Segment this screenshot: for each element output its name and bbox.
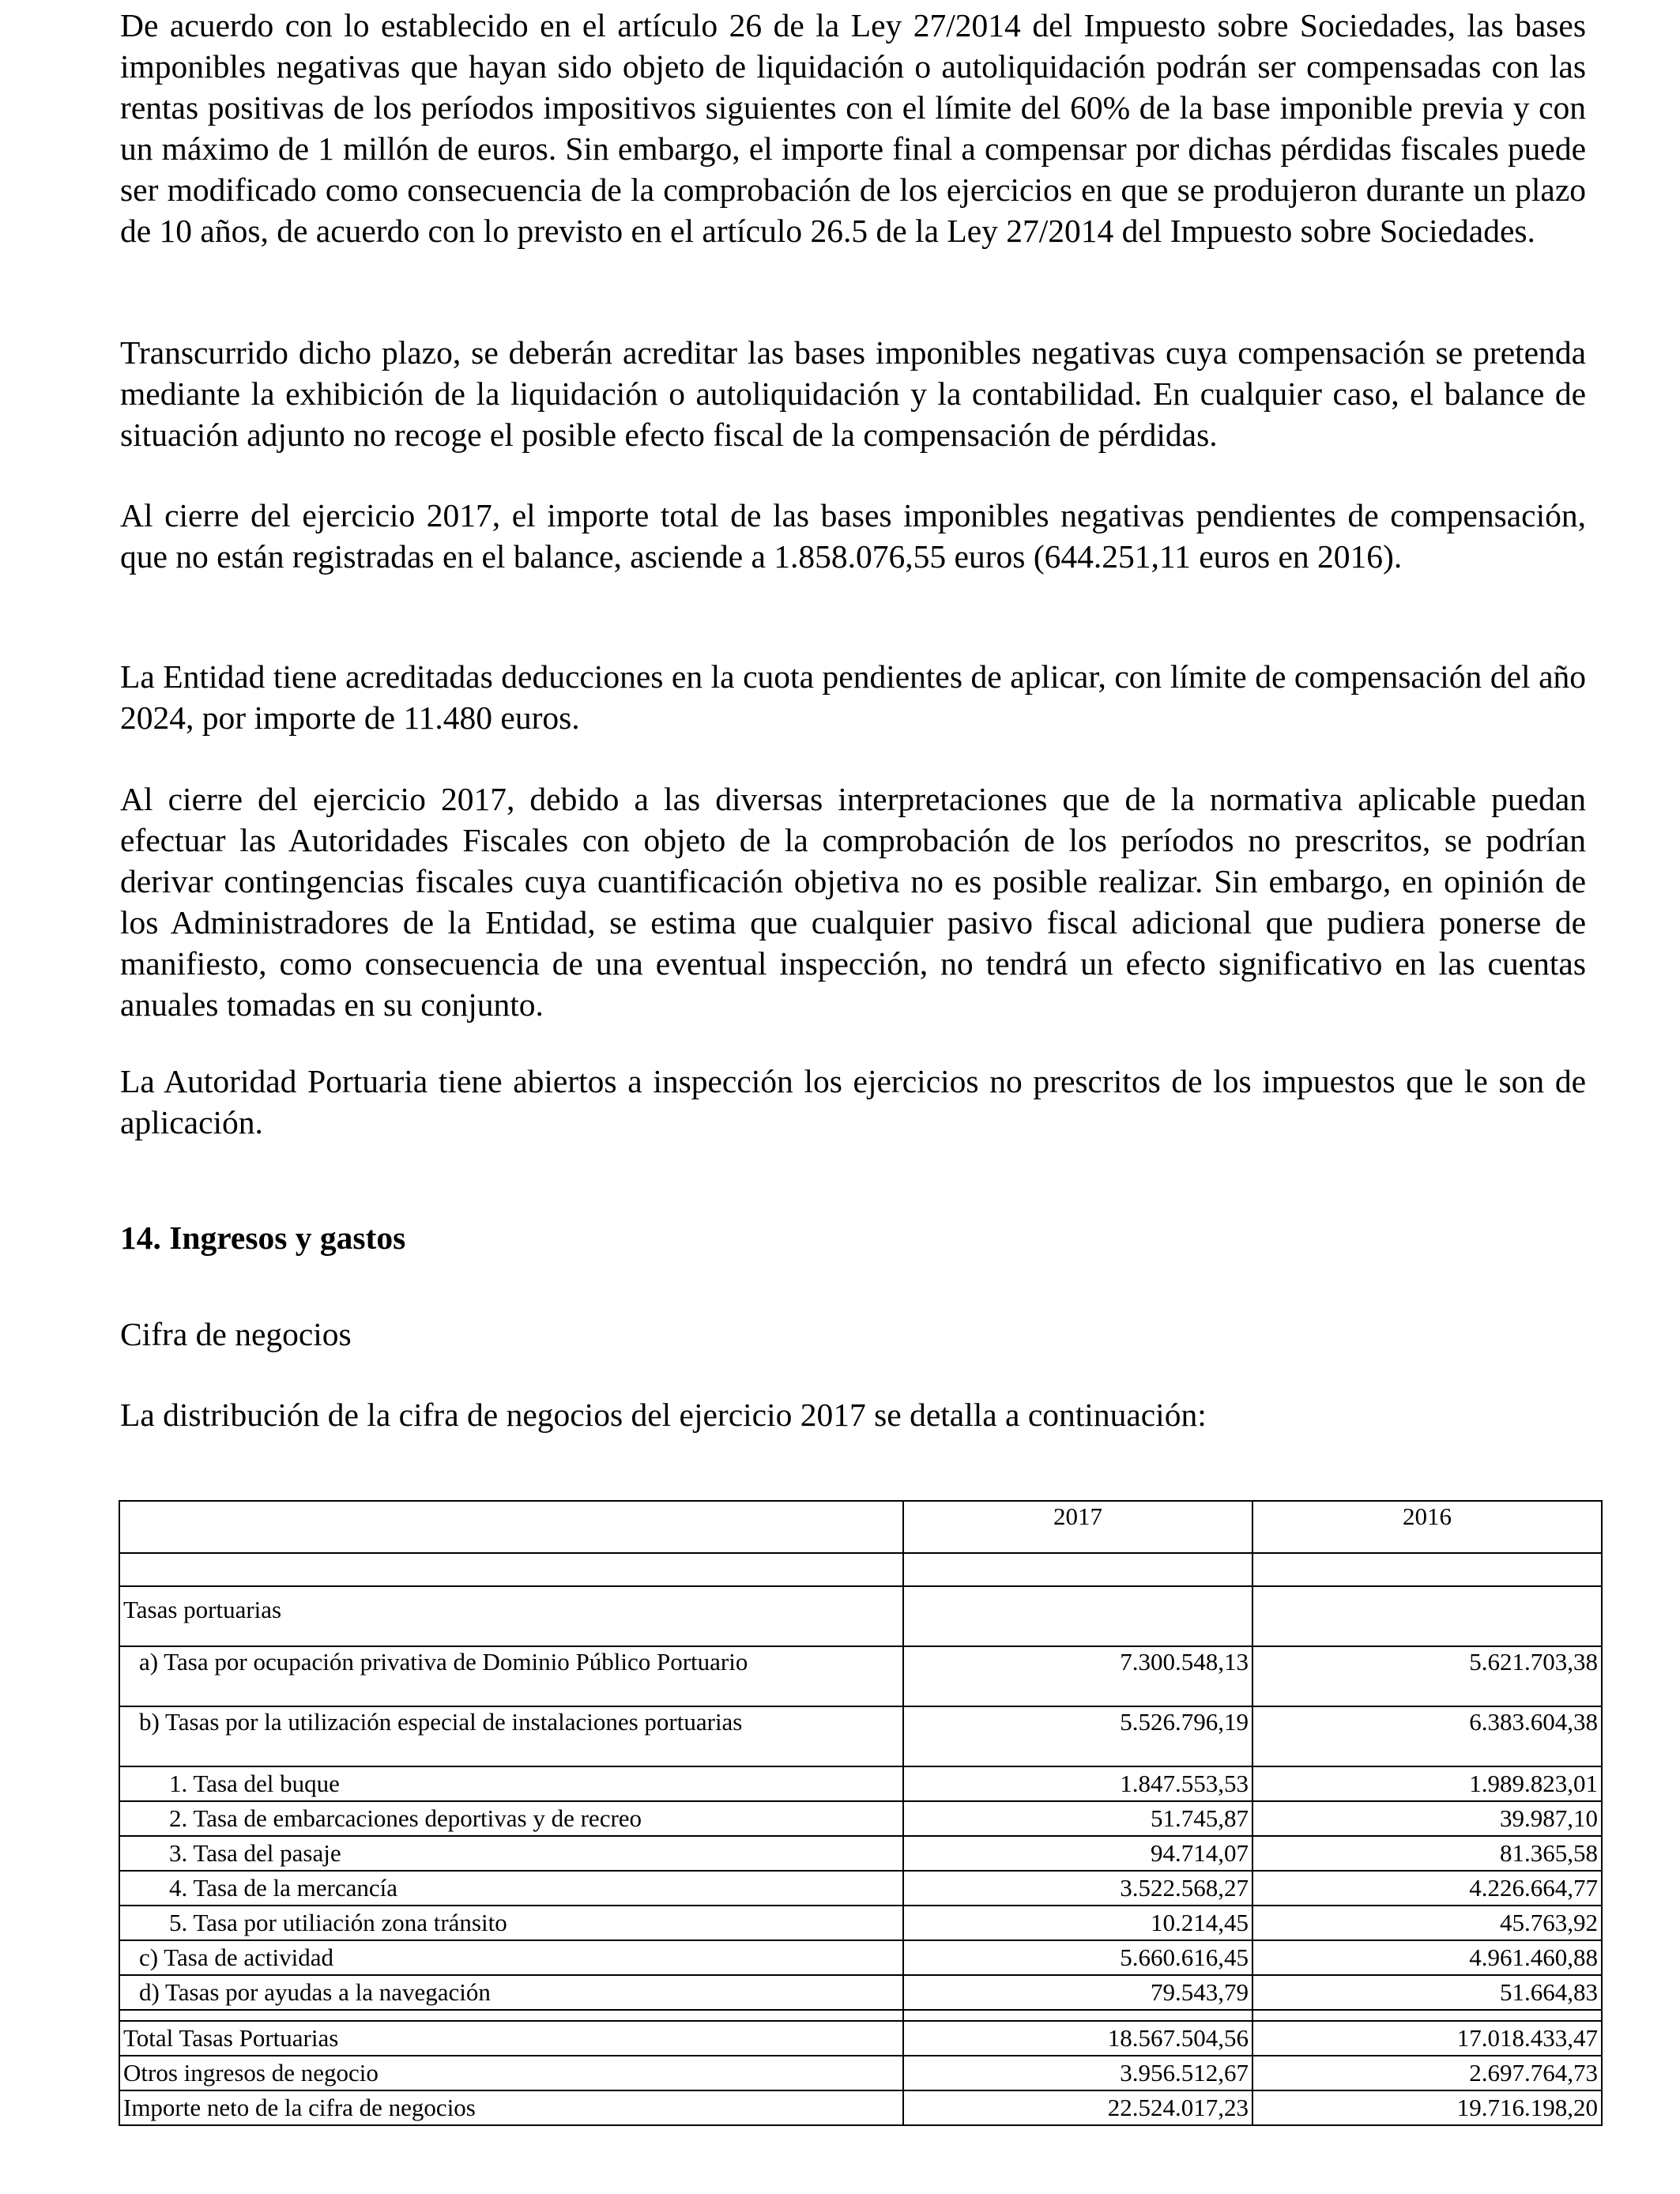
value-2017: 5.526.796,19 — [903, 1706, 1252, 1766]
table-header-row — [119, 1501, 1602, 1553]
row-label: 5. Tasa por utiliación zona tránsito — [119, 1906, 903, 1940]
paragraph-text: Transcurrido dicho plazo, se deberán acreditar las bases imponibles negativas cuya compensación se pretenda mediante la exhibición de la liquidación o autoliquidación y la contabilidad. En cualquier caso, el balance de situación adjunto no recoge el posible efecto fiscal de la compensación de pérdidas. — [120, 334, 1586, 453]
row-label: Otros ingresos de negocio — [119, 2056, 903, 2090]
value-2017: 18.567.504,56 — [903, 2021, 1252, 2056]
paragraph-text: Al cierre del ejercicio 2017, el importe total de las bases imponibles negativas pendientes de compensación, que no están registradas en el balance, asciende a 1.858.076,55 euros (644.251,11 euros en 2016). — [120, 497, 1586, 575]
header-cell-2017: 2017 — [903, 1501, 1252, 1553]
table-row-spacer — [119, 2010, 1602, 2021]
section-subheading: Cifra de negocios — [120, 1316, 352, 1352]
table-row — [119, 1871, 1602, 1906]
row-label: a) Tasa por ocupación privativa de Dominio Público Portuario — [119, 1646, 903, 1706]
row-label: Importe neto de la cifra de negocios — [119, 2090, 903, 2125]
row-label: 1. Tasa del buque — [119, 1766, 903, 1801]
paragraph-pending-bases — [120, 495, 1586, 577]
table-row — [119, 1906, 1602, 1940]
header-cell-2016: 2016 — [1252, 1501, 1602, 1553]
value-2017: 1.847.553,53 — [903, 1766, 1252, 1801]
value-2017: 5.660.616,45 — [903, 1940, 1252, 1975]
value-2016: 39.987,10 — [1252, 1801, 1602, 1836]
table-row — [119, 1940, 1602, 1975]
revenue-table — [119, 1500, 1603, 2126]
value-2016: 5.621.703,38 — [1252, 1646, 1602, 1706]
value-2017: 51.745,87 — [903, 1801, 1252, 1836]
row-label: c) Tasa de actividad — [119, 1940, 903, 1975]
row-label: 2. Tasa de embarcaciones deportivas y de recreo — [119, 1801, 903, 1836]
table-row-total — [119, 2056, 1602, 2090]
value-2017: 3.522.568,27 — [903, 1871, 1252, 1906]
table-row — [119, 1836, 1602, 1871]
row-label: 3. Tasa del pasaje — [119, 1836, 903, 1871]
section-heading: 14. Ingresos y gastos — [120, 1220, 406, 1256]
value-2016: 45.763,92 — [1252, 1906, 1602, 1940]
value-2017: 79.543,79 — [903, 1975, 1252, 2010]
value-2016: 51.664,83 — [1252, 1975, 1602, 2010]
header-cell-empty — [119, 1501, 903, 1553]
table-intro: La distribución de la cifra de negocios del ejercicio 2017 se detalla a continuación: — [120, 1397, 1207, 1433]
table-row — [119, 1975, 1602, 2010]
value-2016: 19.716.198,20 — [1252, 2090, 1602, 2125]
table-row — [119, 1646, 1602, 1706]
paragraph-text: La Autoridad Portuaria tiene abiertos a inspección los ejercicios no prescritos de los impuestos que le son de aplicación. — [120, 1063, 1586, 1140]
table-row — [119, 1801, 1602, 1836]
paragraph-loss-compensation — [120, 5, 1586, 251]
value-2017: 94.714,07 — [903, 1836, 1252, 1871]
value-2017: 7.300.548,13 — [903, 1646, 1252, 1706]
table-row-blank — [119, 1553, 1602, 1586]
value-2017: 3.956.512,67 — [903, 2056, 1252, 2090]
paragraph-deductions — [120, 656, 1586, 738]
row-label: b) Tasas por la utilización especial de instalaciones portuarias — [119, 1706, 903, 1766]
value-2016: 2.697.764,73 — [1252, 2056, 1602, 2090]
paragraph-text: De acuerdo con lo establecido en el artículo 26 de la Ley 27/2014 del Impuesto sobre Sociedades, las bases imponibles negativas que hayan sido objeto de liquidación o autoliquidación podrán ser compensadas con las rentas positivas de los períodos impositivos siguientes con el límite del 60% de la base imponible previa y con un máximo de 1 millón de euros. Sin embargo, el importe final a compensar por dichas pérdidas fiscales puede ser modificado como consecuencia de la comprobación de los ejercicios en que se produjeron durante un plazo de 10 años, de acuerdo con lo previsto en el artículo 26.5 de la Ley 27/2014 del Impuesto sobre Sociedades. — [120, 7, 1586, 249]
value-2016: 17.018.433,47 — [1252, 2021, 1602, 2056]
paragraph-text: Al cierre del ejercicio 2017, debido a las diversas interpretaciones que de la normativa aplicable puedan efectuar las Autoridades Fiscales con objeto de la comprobación de los períodos no prescritos, se podrían derivar contingencias fiscales cuya cuantificación objetiva no es posible realizar. Sin embargo, en opinión de los Administradores de la Entidad, se estima que cualquier pasivo fiscal adicional que pudiera ponerse de manifiesto, como consecuencia de una eventual inspección, no tendrá un efecto significativo en las cuentas anuales tomadas en su conjunto. — [120, 781, 1586, 1023]
value-2016: 6.383.604,38 — [1252, 1706, 1602, 1766]
table-row-total — [119, 2090, 1602, 2125]
table-row-total — [119, 2021, 1602, 2056]
value-2017: 10.214,45 — [903, 1906, 1252, 1940]
paragraph-contingencies — [120, 778, 1586, 1025]
paragraph-text: La Entidad tiene acreditadas deducciones en la cuota pendientes de aplicar, con límite de compensación del año 2024, por importe de 11.480 euros. — [120, 658, 1586, 736]
row-label: 4. Tasa de la mercancía — [119, 1871, 903, 1906]
value-2016: 1.989.823,01 — [1252, 1766, 1602, 1801]
value-2016: 4.226.664,77 — [1252, 1871, 1602, 1906]
row-label: Total Tasas Portuarias — [119, 2021, 903, 2056]
row-label: Tasas portuarias — [119, 1586, 903, 1646]
paragraph-inspection — [120, 1061, 1586, 1143]
table-row — [119, 1766, 1602, 1801]
paragraph-accreditation — [120, 332, 1586, 455]
row-label: d) Tasas por ayudas a la navegación — [119, 1975, 903, 2010]
revenue-table-wrapper — [119, 1500, 1603, 2126]
value-2016: 81.365,58 — [1252, 1836, 1602, 1871]
table-row — [119, 1706, 1602, 1766]
value-2016: 4.961.460,88 — [1252, 1940, 1602, 1975]
value-2017: 22.524.017,23 — [903, 2090, 1252, 2125]
table-row-section — [119, 1586, 1602, 1646]
